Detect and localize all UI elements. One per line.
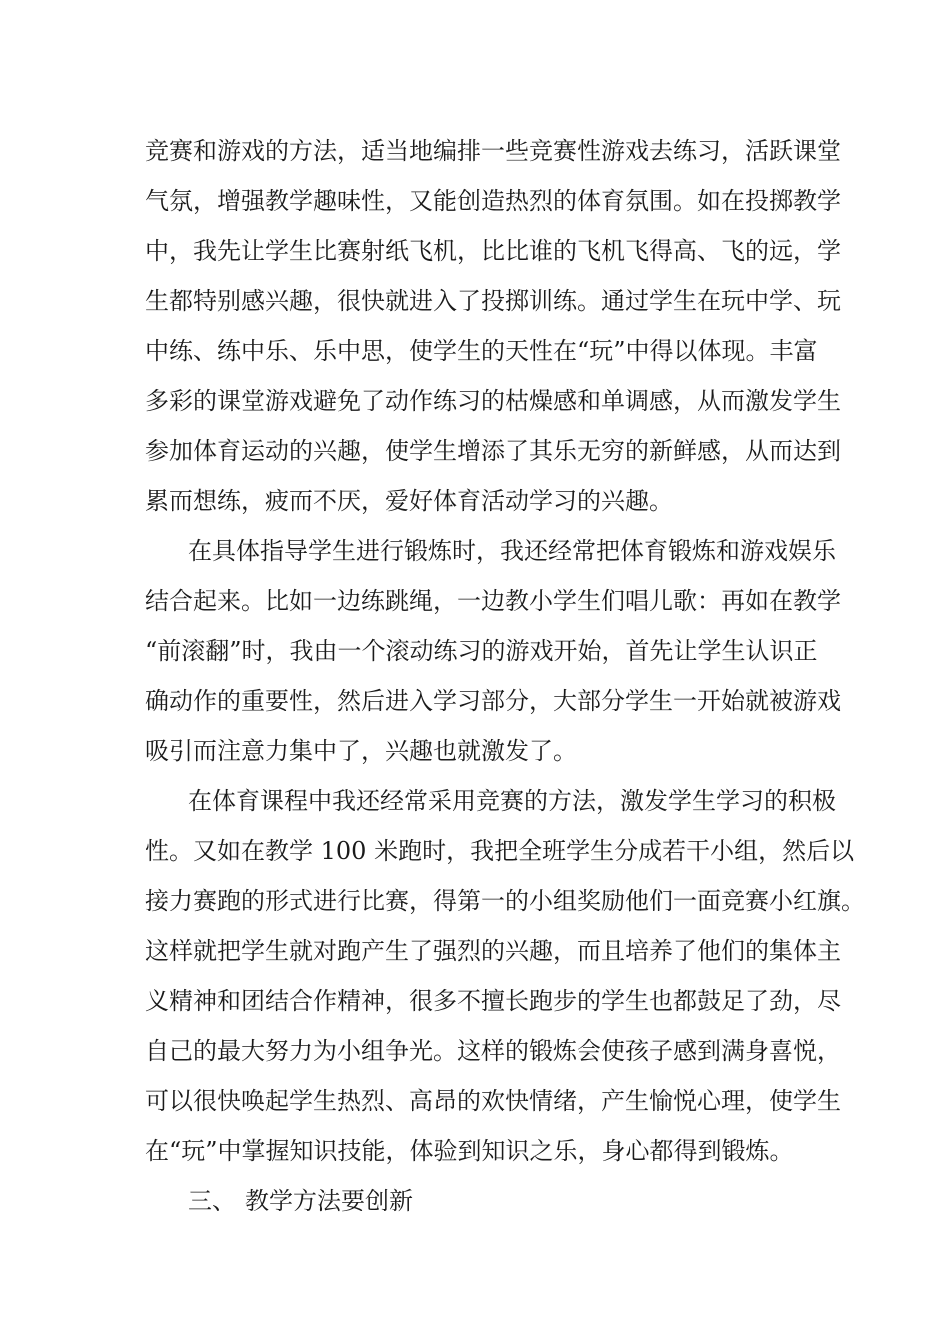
text-line: 可以很快唤起学生热烈、高昂的欢快情绪，产生愉悦心理，使学生 xyxy=(145,1087,841,1115)
text-line: 参加体育运动的兴趣，使学生增添了其乐无穷的新鲜感，从而达到 xyxy=(145,437,841,465)
text-line: 中，我先让学生比赛射纸飞机，比比谁的飞机飞得高、飞的远，学 xyxy=(145,237,841,265)
text-line: 中练、练中乐、乐中思，使学生的天性在“玩”中得以体现。丰富 xyxy=(145,337,818,365)
section-number: 三、 xyxy=(188,1187,236,1215)
text-line: 接力赛跑的形式进行比赛，得第一的小组奖励他们一面竞赛小红旗。 xyxy=(145,887,865,915)
text-line: 在具体指导学生进行锻炼时，我还经常把体育锻炼和游戏娱乐 xyxy=(188,537,836,565)
text-line: 在体育课程中我还经常采用竞赛的方法，激发学生学习的积极 xyxy=(188,787,836,815)
text-line: 吸引而注意力集中了，兴趣也就激发了。 xyxy=(145,737,577,765)
text-line: 竞赛和游戏的方法，适当地编排一些竞赛性游戏去练习，活跃课堂 xyxy=(145,137,841,165)
text-line: 在“玩”中掌握知识技能，体验到知识之乐，身心都得到锻炼。 xyxy=(145,1137,794,1165)
section-title: 教学方法要创新 xyxy=(245,1187,413,1215)
text-line: 这样就把学生就对跑产生了强烈的兴趣，而且培养了他们的集体主 xyxy=(145,937,841,965)
text-line: 性。又如在教学 100 米跑时，我把全班学生分成若干小组，然后以 xyxy=(145,837,855,865)
text-line: 义精神和团结合作精神，很多不擅长跑步的学生也都鼓足了劲，尽 xyxy=(145,987,841,1015)
text-line: “前滚翻”时，我由一个滚动练习的游戏开始，首先让学生认识正 xyxy=(145,637,818,665)
text-line: 多彩的课堂游戏避免了动作练习的枯燥感和单调感，从而激发学生 xyxy=(145,387,841,415)
text-line: 自己的最大努力为小组争光。这样的锻炼会使孩子感到满身喜悦， xyxy=(145,1037,841,1065)
text-line: 气氛，增强教学趣味性，又能创造热烈的体育氛围。如在投掷教学 xyxy=(145,187,841,215)
text-line: 累而想练，疲而不厌，爱好体育活动学习的兴趣。 xyxy=(145,487,673,515)
text-line: 生都特别感兴趣，很快就进入了投掷训练。通过学生在玩中学、玩 xyxy=(145,287,841,315)
text-line: 结合起来。比如一边练跳绳，一边教小学生们唱儿歌：再如在教学 xyxy=(145,587,841,615)
text-line: 确动作的重要性，然后进入学习部分，大部分学生一开始就被游戏 xyxy=(145,687,841,715)
